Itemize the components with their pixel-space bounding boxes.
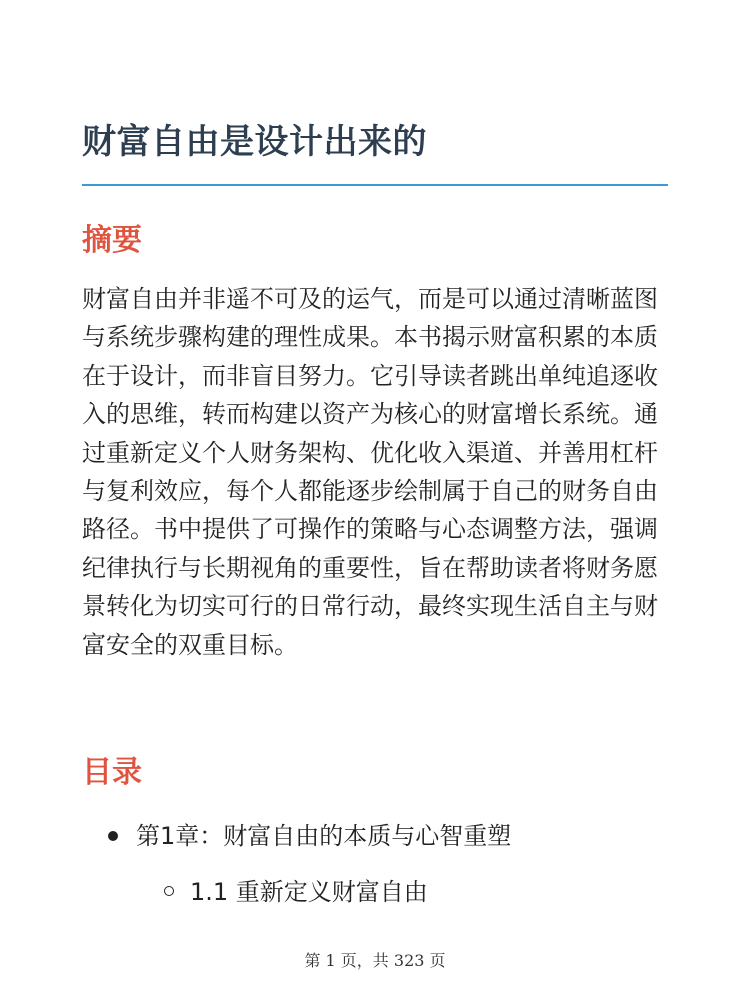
book-title: 财富自由是设计出来的 [82,122,427,162]
abstract-heading: 摘要 [82,223,142,258]
toc-heading: 目录 [82,755,142,790]
bullet-icon [108,831,118,841]
toc-section-1-1[interactable] [164,870,511,914]
toc-chapter-label: 第1章：财富自由的本质与心智重塑 [136,822,512,850]
toc-sublist [164,870,511,914]
hollow-bullet-icon [164,886,174,896]
toc-list [108,814,511,914]
title-divider [82,184,668,186]
abstract-body: 财富自由并非遥不可及的运气，而是可以通过清晰蓝图与系统步骤构建的理性成果。本书揭示财富积累的本质在于设计，而非盲目努力。它引导读者跳出单纯追逐收入的思维，转而构建以资产为核心的财富增长系统。通过重新定义个人财务架构、优化收入渠道、并善用杠杆与复利效应，每个人都能逐步绘制属于自己的财务自由路径。书中提供了可操作的策略与心态调整方法，强调纪律执行与长期视角的重要性，旨在帮助读者将财务愿景转化为切实可行的日常行动，最终实现生活自主与财富安全的双重目标。 [82,285,658,659]
toc-section-label: 1.1 重新定义财富自由 [190,878,428,906]
toc-chapter-1[interactable] [108,814,511,914]
page-number-footer: 第 1 页，共 323 页 [304,951,446,970]
